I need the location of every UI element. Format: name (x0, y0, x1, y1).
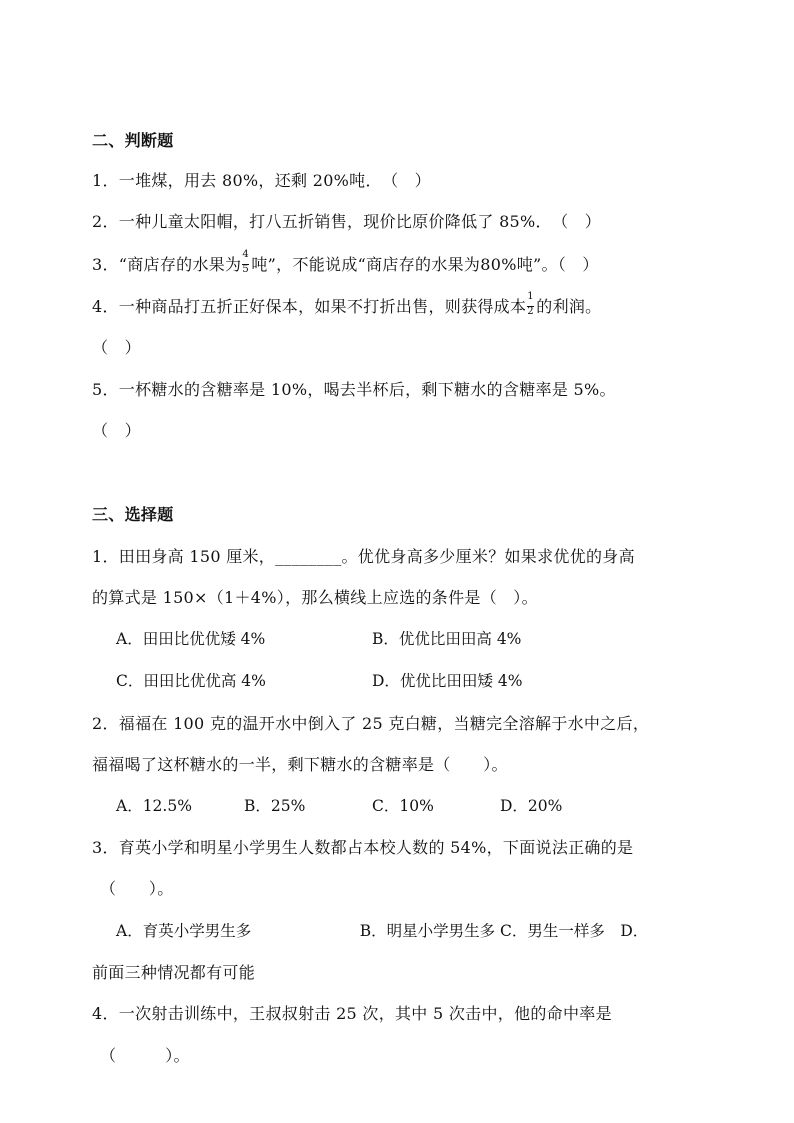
option-a[interactable]: A．田田比优优矮 4% (116, 630, 266, 648)
choice-question-2-line-2: 福福喝了这杯糖水的一半，剩下糖水的含糖率是（ ）。 (92, 755, 508, 774)
fraction-numerator: 4 (242, 249, 250, 260)
choice-question-2-line-1: 2．福福在 100 克的温开水中倒入了 25 克白糖，当糖完全溶解于水中之后， (92, 714, 650, 733)
judgment-question-4 (92, 291, 602, 317)
fraction-denominator: 2 (527, 306, 534, 317)
option-d[interactable]: D．20% (500, 797, 563, 815)
judgment-question-5: 5．一杯糖水的含糖率是 10%，喝去半杯后，剩下糖水的含糖率是 5%。 (92, 380, 616, 399)
judgment-question-3-text-after: 吨”，不能说成“商店存的水果为80%吨”。（ ） (251, 255, 599, 274)
section-heading-judgment: 二、判断题 (92, 131, 174, 150)
judgment-question-4-text-before: 4．一种商品打五折正好保本，如果不打折出售，则获得成本 (92, 297, 527, 316)
judgment-question-1: 1．一堆煤，用去 80%，还剩 20%吨． （ ） (92, 171, 431, 190)
judgment-question-4-text-after: 的利润。 (536, 297, 602, 316)
option-d[interactable]: D．优优比田田矮 4% (372, 672, 523, 690)
choice-question-3-line-1: 3．育英小学和明星小学男生人数都占本校人数的 54%，下面说法正确的是 (92, 838, 634, 857)
fraction-four-fifths (242, 249, 250, 275)
option-c[interactable]: C．10% (372, 797, 434, 815)
choice-question-4-line-2: （ ）。 (100, 1046, 190, 1065)
choice-question-1-line-2: 的算式是 150×（1＋4%），那么横线上应选的条件是（ ）。 (92, 588, 538, 607)
choice-question-3-options-continued[interactable]: 前面三种情况都有可能 (92, 963, 256, 982)
fraction-numerator: 1 (527, 291, 534, 302)
choice-question-1-line-1: 1．田田身高 150 厘米，________。优优身高多少厘米？如果求优优的身高 (92, 547, 635, 566)
judgment-question-3 (92, 249, 599, 275)
option-b[interactable]: B．25% (244, 797, 306, 815)
answer-blank[interactable]: （ ） (92, 338, 141, 357)
section-heading-choice: 三、选择题 (92, 505, 174, 524)
judgment-question-3-text-before: 3．“商店存的水果为 (92, 255, 242, 274)
option-c[interactable]: C．田田比优优高 4% (116, 672, 266, 690)
choice-question-3-options[interactable]: A．育英小学男生多 B．明星小学男生多 C．男生一样多 D． (116, 922, 649, 940)
option-b[interactable]: B．优优比田田高 4% (372, 630, 522, 648)
choice-question-4-line-1: 4．一次射击训练中，王叔叔射击 25 次，其中 5 次击中，他的命中率是 (92, 1004, 612, 1023)
option-a[interactable]: A．12.5% (116, 797, 192, 815)
fraction-one-half (527, 291, 535, 317)
judgment-question-2: 2．一种儿童太阳帽，打八五折销售，现价比原价降低了 85%． （ ） (92, 212, 602, 231)
fraction-denominator: 5 (242, 264, 250, 275)
answer-blank[interactable]: （ ） (92, 421, 141, 440)
choice-question-3-line-2: （ ）。 (100, 879, 174, 898)
